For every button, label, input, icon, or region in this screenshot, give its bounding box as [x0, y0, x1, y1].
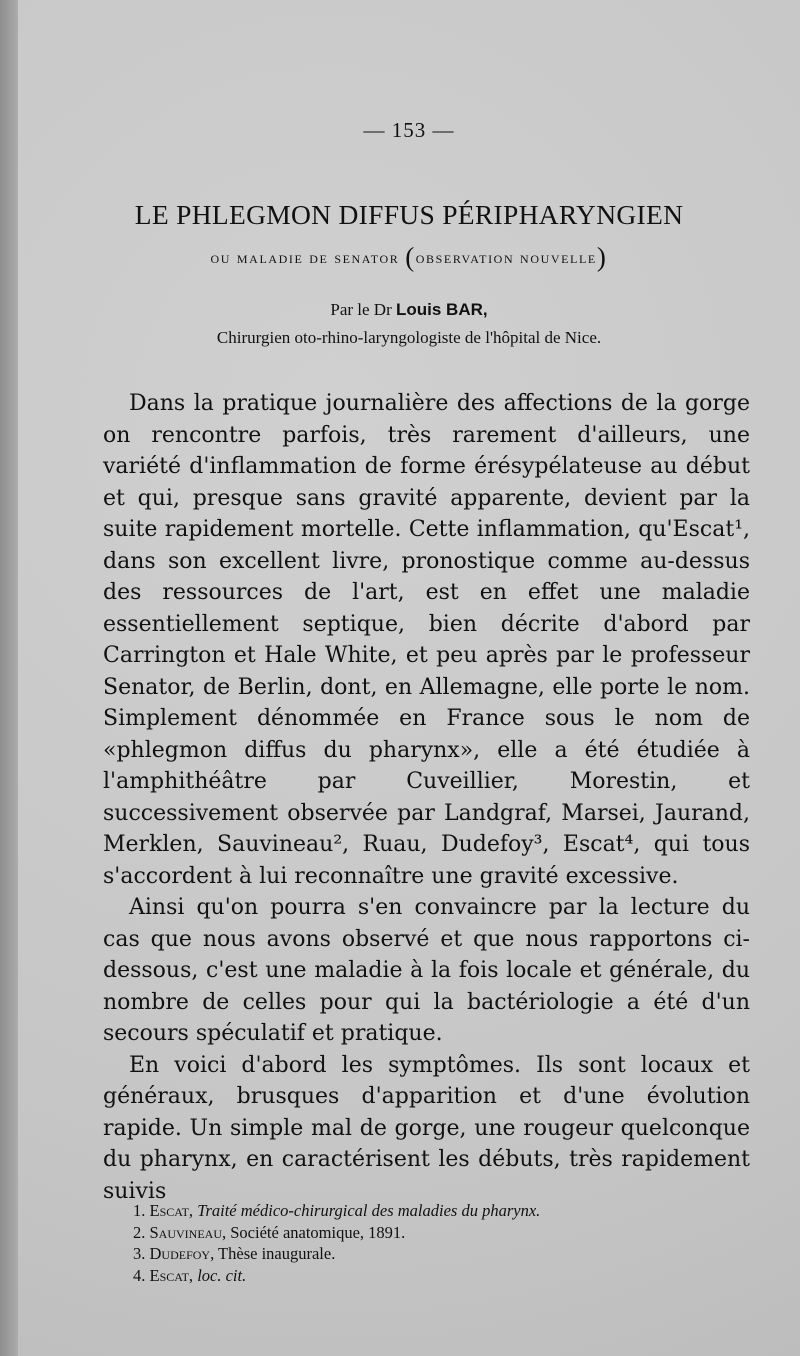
subtitle-paren-close: ) [596, 242, 608, 272]
book-page [18, 0, 800, 1356]
footnote [133, 1222, 753, 1244]
footnote-text: loc. cit. [197, 1265, 247, 1285]
footnote-author: Dudefoy, [149, 1244, 215, 1263]
article-subtitle [18, 242, 800, 273]
footnote-text: Thèse inaugurale. [218, 1244, 336, 1263]
author-name: Louis BAR, [396, 300, 488, 319]
subtitle-inner: observation nouvelle [415, 248, 597, 267]
article-title: LE PHLEGMON DIFFUS PÉRIPHARYNGIEN [134, 199, 684, 230]
footnote-number: 1. [133, 1201, 146, 1220]
footnote-author: Escat, [149, 1201, 194, 1220]
footnote-text: Société anatomique, 1891. [230, 1222, 406, 1242]
footnote-author: Escat, [149, 1265, 194, 1285]
subtitle-main: ou maladie de senator [210, 248, 400, 267]
paragraph: En voici d'abord les symptômes. Ils sont locaux et généraux, brusques d'apparition et d'une évolution rapide. Un simple mal de gorge, une rougeur quelconque du pharynx, en caractérisent les débuts, très rapidement suivis [103, 1052, 750, 1204]
footnote [133, 1200, 753, 1222]
footnote-number: 4. [133, 1265, 146, 1285]
paragraph: Ainsi qu'on pourra s'en convaincre par la lecture du cas que nous avons observé et que nous rapportons ci-dessous, c'est une maladie à la fois locale et générale, du nombre de celles pour qui la bactériologie a été d'un secours spéculatif et pratique. [103, 895, 750, 1046]
footnote-number: 2. [133, 1222, 146, 1242]
subtitle-paren-open: ( [405, 242, 416, 272]
footnote-author: Sauvineau, [149, 1222, 227, 1242]
footnote [133, 1243, 753, 1265]
footnote [133, 1265, 753, 1287]
author-prefix: Par le Dr [330, 300, 392, 319]
footnotes [133, 1200, 753, 1286]
author-line [18, 300, 800, 320]
footnote-number: 3. [133, 1244, 146, 1263]
paragraph: Dans la pratique journalière des affections de la gorge on rencontre parfois, très rarement d'ailleurs, une variété d'inflammation de forme érésypélateuse au début et qui, presque sans gravité apparente, devient par la suite rapidement mortelle. Cette inflammation, qu'Escat¹, dans son excellent livre, pronostique comme au-dessus des ressources de l'art, est en effet une maladie essentiellement septique, bien décrite d'abord par Carrington et Hale White, et peu après par le professeur Senator, de Berlin, dont, en Allemagne, elle porte le nom. Simplement dénommée en France sous le nom de «phlegmon diffus du pharynx», elle a été étudiée à l'amphithéâtre par Cuveillier, Morestin, et successivement observée par Landgraf, Marsei, Jaurand, Merklen, Sauvineau², Ruau, Dudefoy³, Escat⁴, qui tous s'accordent à lui reconnaître une gravité excessive. [103, 391, 750, 889]
article-body [103, 388, 750, 1207]
page-number: — 153 — [363, 118, 455, 142]
author-affiliation: Chirurgien oto-rhino-laryngologiste de l'hôpital de Nice. [216, 328, 602, 347]
footnote-text: Traité médico-chirurgical des maladies du pharynx. [197, 1201, 541, 1220]
